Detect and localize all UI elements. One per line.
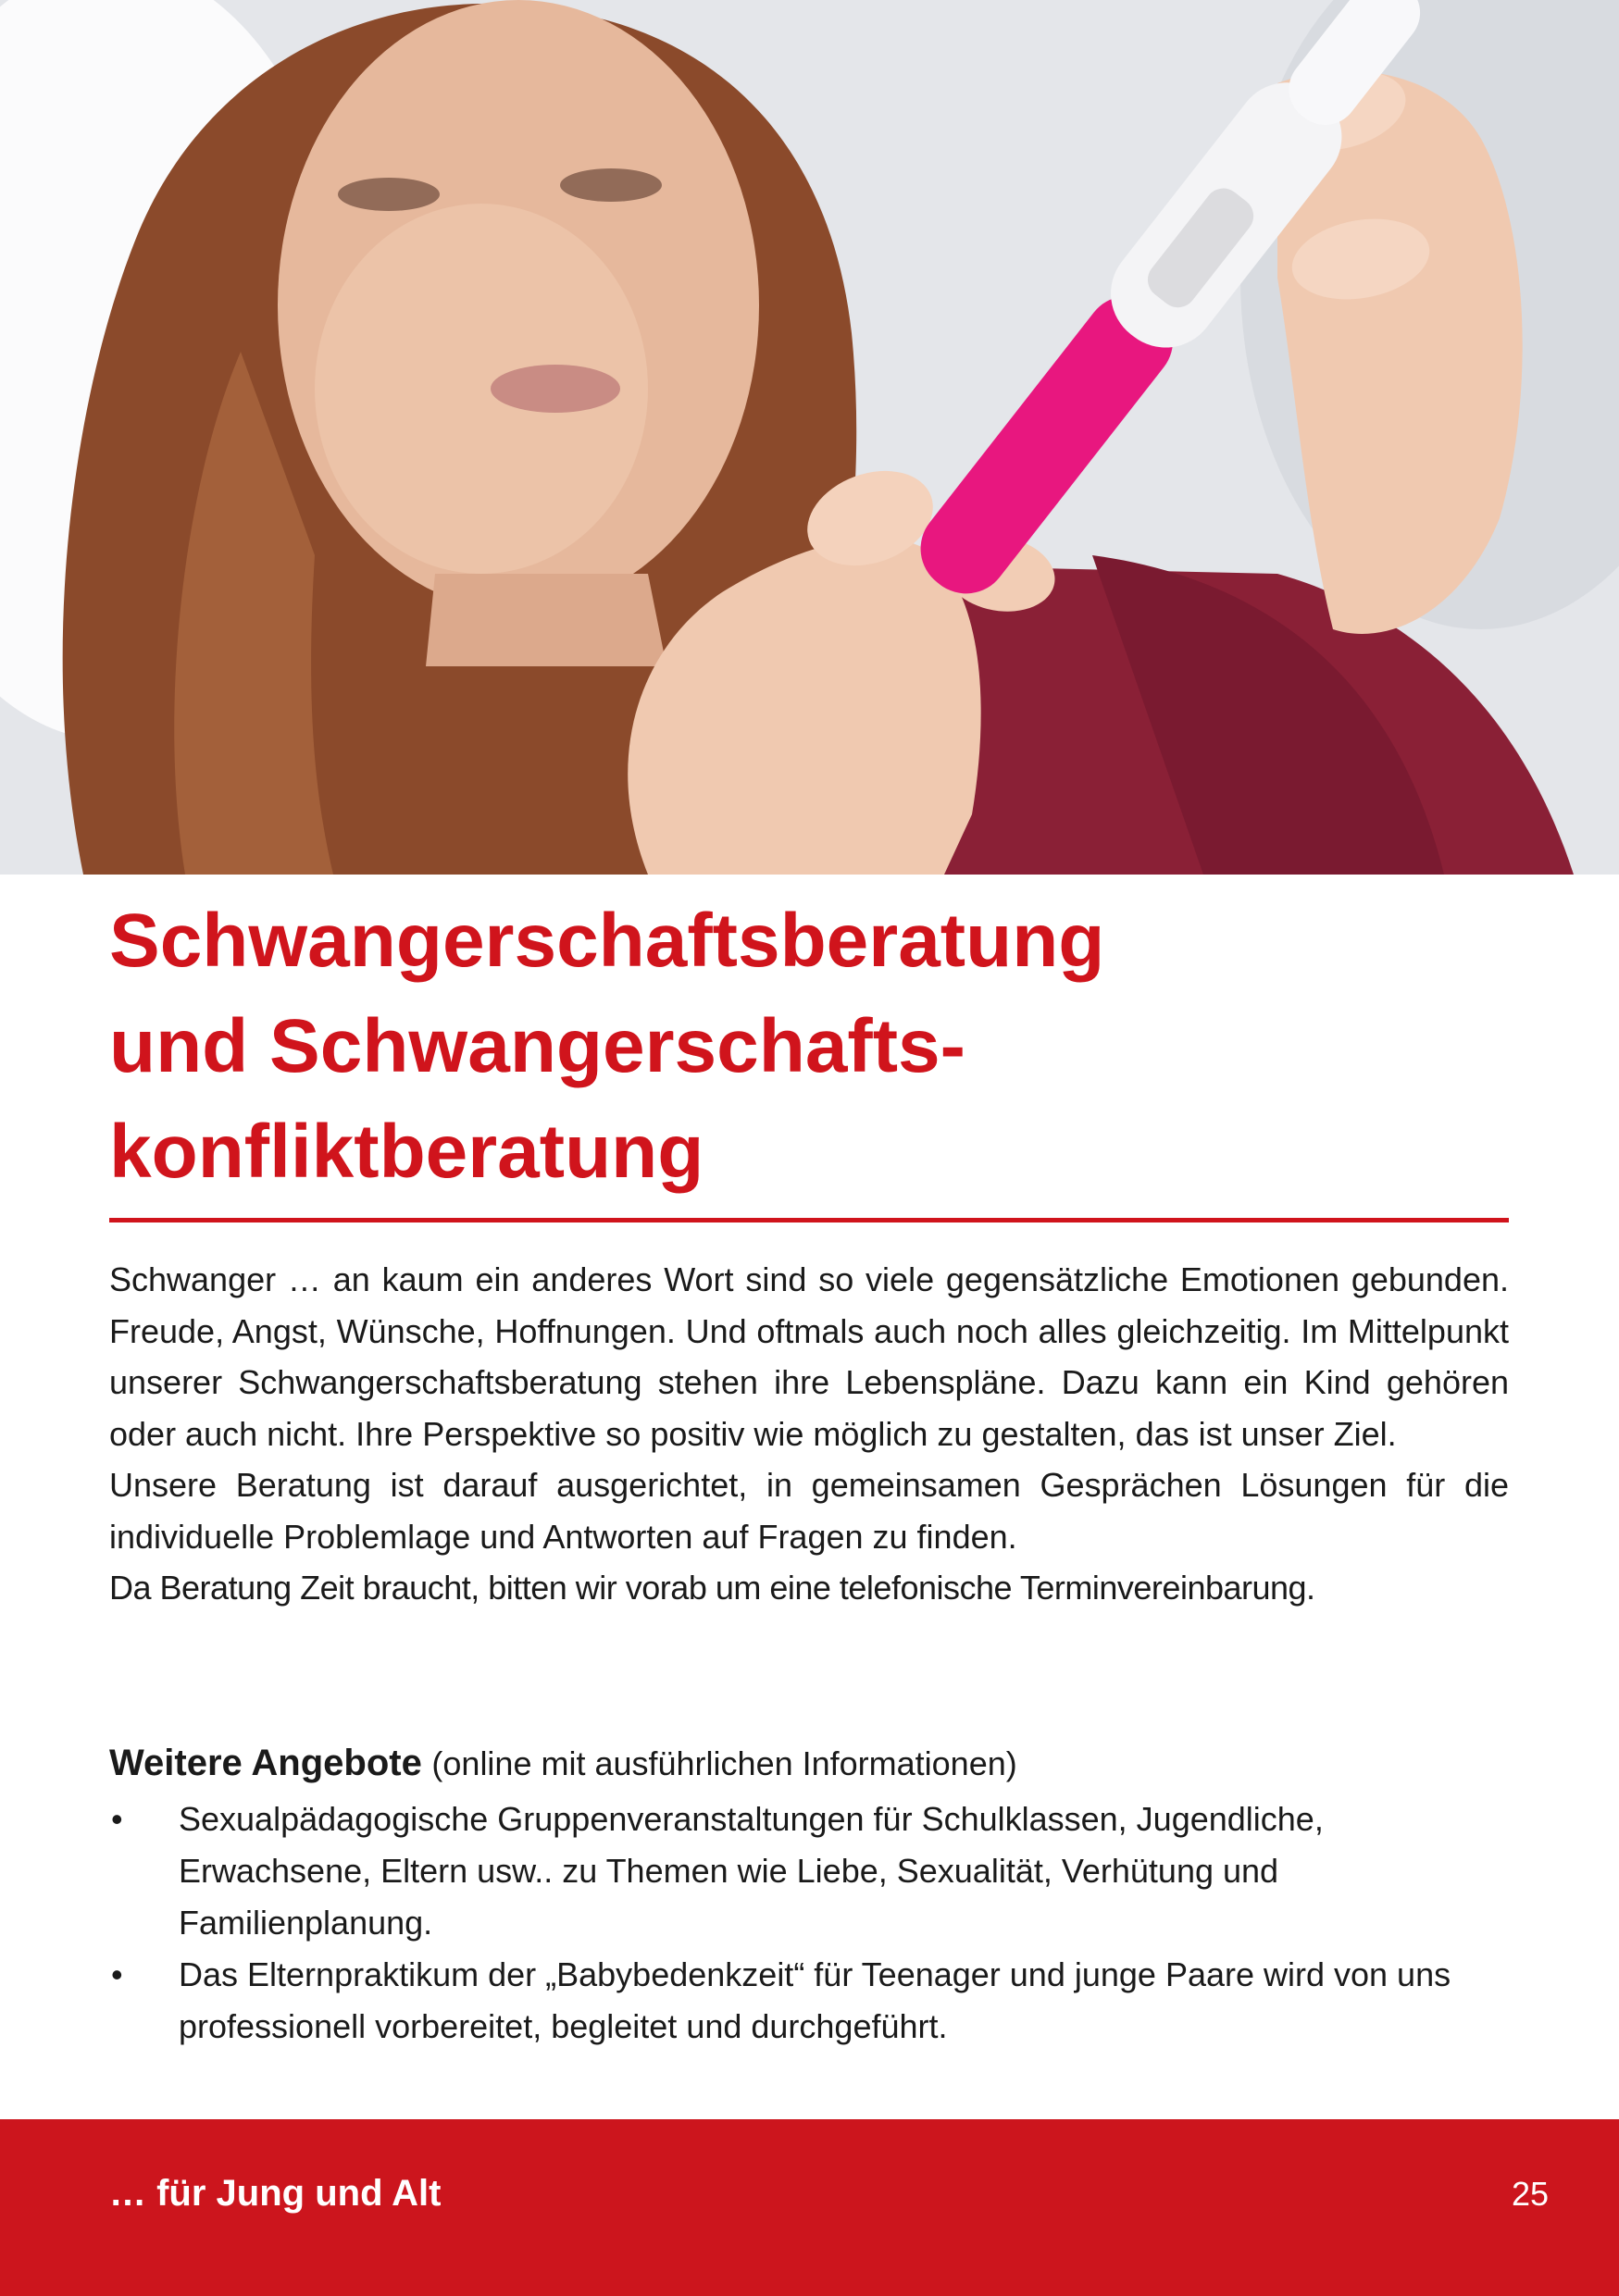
appointment-paragraph: Da Beratung Zeit braucht, bitten wir vorab um eine telefonische Terminvereinbarung. — [109, 1569, 1315, 1607]
page-title — [109, 888, 1516, 1205]
hero-photo — [0, 0, 1619, 875]
title-line-1: Schwangerschaftsberatung — [109, 899, 1105, 983]
bullet-icon: • — [111, 1800, 123, 1838]
footer-tagline: … für Jung und Alt — [109, 2173, 442, 2214]
footer-band — [0, 2119, 1619, 2296]
title-line-3: konfliktberatung — [109, 1110, 704, 1194]
offers-heading — [109, 1737, 1509, 1790]
list-item — [109, 1949, 1509, 2053]
body-text — [109, 1254, 1509, 1614]
page-number: 25 — [1511, 2175, 1549, 2213]
offers-title: Weitere Angebote — [109, 1743, 422, 1783]
offers-note: (online mit ausführlichen Informationen) — [431, 1744, 1017, 1782]
list-item — [109, 1793, 1509, 1949]
offers-section — [109, 1737, 1509, 2053]
intro-paragraph: Schwanger … an kaum ein anderes Wort sind so viele gegensätzliche Emotionen gebunden. Freude, Angst, Wünsche, Hoffnungen. Und oftmals auch noch alles gleichzeitig. Im Mittelpunkt unserer Schwangerschaftsberatung stehen ihre Lebenspläne. Dazu kann ein Kind gehören oder auch nicht. Ihre Perspektive so positiv wie möglich zu gestalten, das ist unser Ziel. — [109, 1260, 1509, 1453]
consulting-paragraph: Unsere Beratung ist darauf ausgerichtet, in gemeinsamen Gesprächen Lösungen für die individuelle Problemlage und Antworten auf Fragen zu finden. — [109, 1466, 1509, 1556]
list-item-text: Sexualpädagogische Gruppenveranstaltungen für Schulklassen, Jugendliche, Erwachsene, Eltern usw.. zu Themen wie Liebe, Sexualität, Verhütung und Familienplanung. — [179, 1800, 1324, 1942]
offers-list — [109, 1793, 1509, 2053]
list-item-text: Das Elternpraktikum der „Babybedenkzeit“ für Teenager und junge Paare wird von uns professionell vorbereitet, begleitet und durchgeführt. — [179, 1955, 1451, 2045]
title-divider — [109, 1218, 1509, 1222]
photo-illustration — [0, 0, 1619, 875]
bullet-icon: • — [111, 1955, 123, 1993]
title-line-2: und Schwangerschafts- — [109, 1004, 965, 1088]
